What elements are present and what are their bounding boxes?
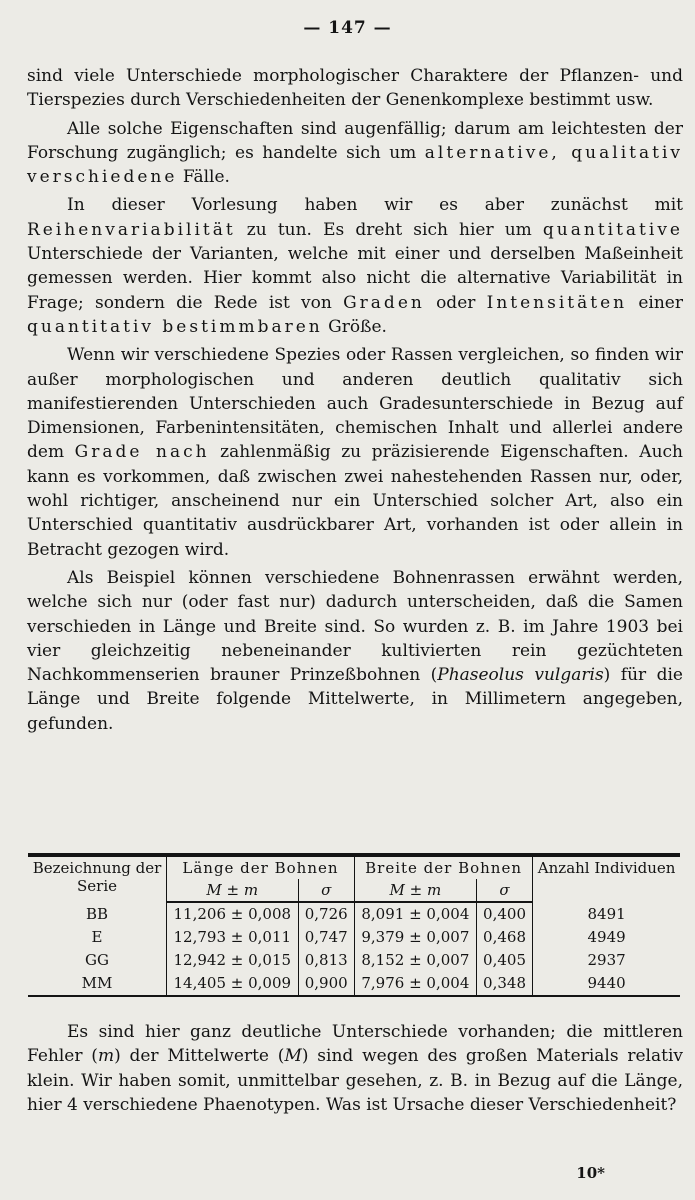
after-table-text [27, 1020, 683, 1117]
header-width-mean-text: M ± m [389, 881, 442, 899]
paragraph-6-m: m [97, 1046, 115, 1067]
paragraph-3-text-c: zu tun. Es dreht sich hier um [235, 219, 543, 240]
header-length-mean-text: M ± m [206, 881, 259, 899]
paragraph-6-text-c: ) der Mittelwerte ( [114, 1046, 285, 1067]
table-row [28, 926, 680, 949]
cell-serie: E [91, 928, 103, 946]
cell-count: 2937 [533, 949, 680, 972]
header-width-mean [354, 879, 476, 902]
table-row [28, 972, 680, 996]
header-length-sigma-text: σ [321, 881, 332, 899]
paragraph-4-text-a: Wenn wir verschiedene Spezies oder Rassen vergleichen, so finden wir außer morphologischen und anderen deutlich qualitativ sich manifestierenden Unterschieden auch Gradesunterschiede in Bezug auf Dimensionen, Farbenintensitäten, chemischen Inhalt und allerlei andere dem [27, 345, 683, 463]
paragraph-2 [27, 117, 683, 190]
header-length-sigma [298, 879, 354, 902]
table-row [28, 949, 680, 972]
cell-width-sigma: 0,348 [476, 972, 532, 996]
cell-length-mean: 12,793 ± 0,011 [167, 926, 299, 949]
cell-width-mean: 8,152 ± 0,007 [354, 949, 476, 972]
paragraph-3-text-k: Größe. [322, 316, 387, 337]
paragraph-6 [27, 1020, 683, 1117]
paragraph-3-text-g: oder [424, 292, 487, 313]
header-width-sigma-text: σ [499, 881, 510, 899]
header-count: Anzahl Individuen [533, 855, 680, 902]
cell-width-mean: 9,379 ± 0,007 [354, 926, 476, 949]
cell-width-sigma: 0,405 [476, 949, 532, 972]
paragraph-6-text-e: ) sind wegen des großen Materials relativ klein. Wir haben somit, unmittelbar gesehen, z. B. in Bezug auf die Länge, hier 4 verschiedene Phaenotypen. Was ist Ursache dieser Verschiedenheit? [27, 1046, 683, 1115]
cell-length-mean: 12,942 ± 0,015 [167, 949, 299, 972]
paragraph-3-spaced-b: Reihenvariabilität [27, 219, 236, 240]
cell-serie: MM [28, 972, 167, 996]
cell-count: 9440 [533, 972, 680, 996]
cell-width-mean: 8,091 ± 0,004 [354, 902, 476, 926]
paragraph-3-text-e: Unterschiede der Varianten, welche mit einer und derselben Maßeinheit gemessen werden. Hier kommt also nicht die alternative Variabilität in Frage; sondern die Rede ist von [27, 244, 683, 313]
paragraph-3-spaced-j: quantitativ bestimmbaren [27, 316, 323, 337]
signature-mark: 10* [576, 1164, 605, 1182]
cell-length-sigma: 0,900 [298, 972, 354, 996]
cell-serie: GG [85, 951, 109, 969]
header-serie: Bezeichnung der Serie [28, 855, 167, 902]
paragraph-2-text-c: Fälle. [177, 167, 230, 188]
paragraph-4-text-c: zahlenmäßig zu präzisierende Eigenschaften. Auch kann es vorkommen, daß zwischen zwei nahestehenden Rassen nur, oder, wohl richtiger, anscheinend nur ein Unterschied solcher Art, also ein Unterschied quantitativ ausdrückbarer Art, vorhanden ist oder allein in Betracht gezogen wird. [27, 442, 683, 560]
paragraph-3 [27, 193, 683, 339]
header-length-mean [167, 879, 299, 902]
paragraph-2-spaced: alternative, qualitativ verschiedene [27, 142, 683, 188]
cell-width-sigma: 0,468 [476, 926, 532, 949]
paragraph-2-text-a: Alle solche Eigenschaften sind augenfällig; darum am leichtesten der Forschung zugänglich; es handelte sich um [27, 118, 683, 163]
cell-serie: BB [85, 904, 109, 923]
paragraph-1: sind viele Unterschiede morphologischer Charaktere der Pflanzen- und Tierspezies durch Verschiedenheiten der Genenkomplexe bestimmt usw. [27, 66, 683, 111]
cell-width-mean: 7,976 ± 0,004 [354, 972, 476, 996]
paragraph-4-spaced: Grade nach [74, 442, 210, 463]
paragraph-4 [27, 343, 683, 562]
cell-width-sigma: 0,400 [476, 902, 532, 926]
header-width-sigma [476, 879, 532, 902]
paragraph-3-spaced-d: quantitative [542, 219, 683, 240]
cell-length-sigma: 0,813 [298, 949, 354, 972]
paragraph-5-text-c: ) für die Länge und Breite folgende Mittelwerte, in Millimetern angegeben, gefunden. [27, 665, 683, 734]
cell-count: 8491 [533, 902, 680, 926]
cell-length-mean: 11,206 ± 0,008 [167, 902, 299, 926]
paragraph-3-text-i: einer [627, 292, 683, 313]
header-width: Breite der Bohnen [354, 855, 532, 879]
page-number: — 147 — [303, 18, 392, 38]
cell-length-sigma: 0,747 [298, 926, 354, 949]
header-length: Länge der Bohnen [167, 855, 355, 879]
paragraph-6-M: M [284, 1046, 302, 1067]
paragraph-5 [27, 566, 683, 736]
bean-measurements-table [28, 853, 680, 997]
paragraph-3-spaced-h: Intensitäten [486, 292, 628, 313]
paragraph-6-text-a: Es sind hier ganz deutliche Unterschiede vorhanden; die mittleren Fehler ( [27, 1022, 683, 1067]
cell-length-mean: 14,405 ± 0,009 [167, 972, 299, 996]
cell-count: 4949 [533, 926, 680, 949]
paragraph-5-text-a: Als Beispiel können verschiedene Bohnenrassen erwähnt werden, welche sich nur (oder fast nur) dadurch unterscheiden, daß die Samen verschieden in Länge und Breite sind. So wurden z. B. im Jahre 1903 bei vier gleichzeitig nebeneinander kultivierten rein gezüchteten Nachkommenserien brauner Prinzeßbohnen ( [27, 567, 683, 686]
cell-length-sigma: 0,726 [298, 902, 354, 926]
paragraph-5-species: Phaseolus vulgaris [437, 665, 604, 686]
table-row [28, 902, 680, 926]
paragraph-3-spaced-f: Graden [343, 292, 425, 313]
paragraph-3-text-a: In dieser Vorlesung haben wir es aber zunächst mit [67, 195, 683, 216]
body-text [27, 64, 683, 736]
